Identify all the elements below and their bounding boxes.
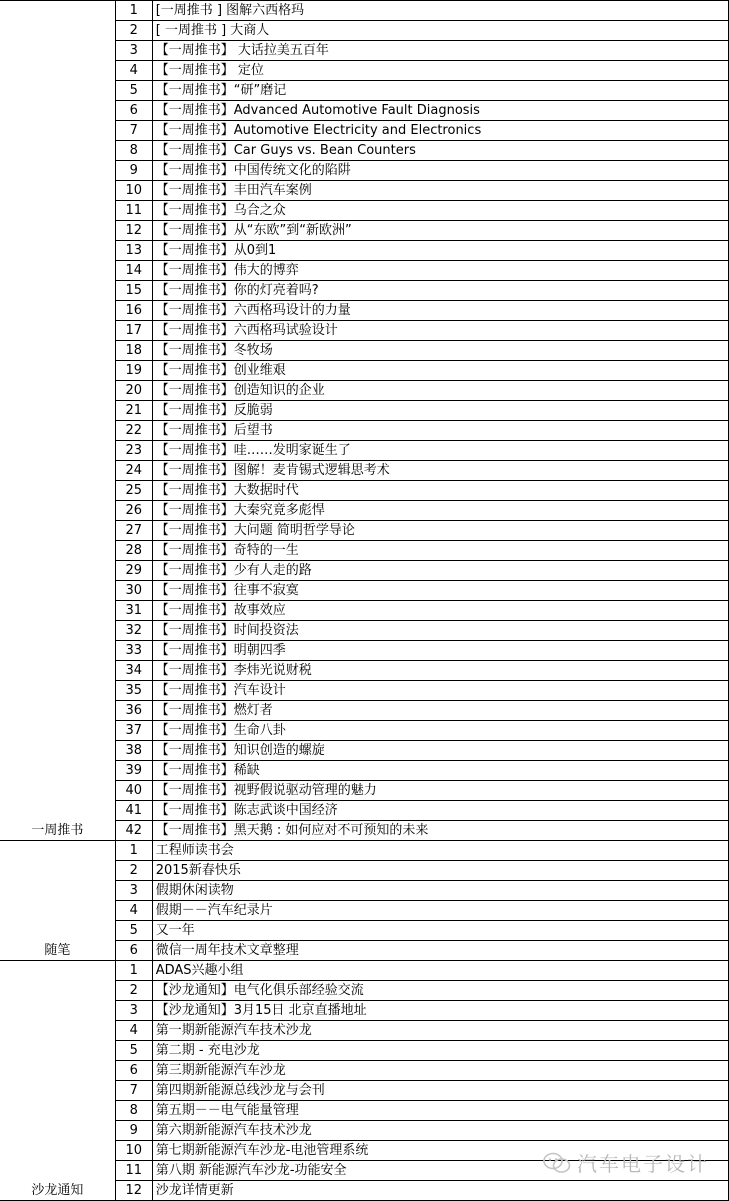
article-title: 【一周推书】大问题 简明哲学导论 (152, 521, 728, 541)
row-number: 27 (115, 521, 152, 541)
article-title: 【一周推书】Advanced Automotive Fault Diagnosis (152, 101, 728, 121)
category-cell: 沙龙通知 (0, 961, 115, 1201)
article-title: 第六期新能源汽车技术沙龙 (152, 1121, 728, 1141)
article-title: 【一周推书】乌合之众 (152, 201, 728, 221)
article-title: 第三期新能源汽车沙龙 (152, 1061, 728, 1081)
row-number: 5 (115, 81, 152, 101)
row-number: 28 (115, 541, 152, 561)
article-title: 【一周推书】Car Guys vs. Bean Counters (152, 141, 728, 161)
row-number: 4 (115, 901, 152, 921)
article-title: 【一周推书】 定位 (152, 61, 728, 81)
article-title: 【一周推书】图解！麦肯锡式逻辑思考术 (152, 461, 728, 481)
row-number: 1 (115, 841, 152, 861)
article-title: 【一周推书】伟大的博弈 (152, 261, 728, 281)
row-number: 42 (115, 821, 152, 841)
row-number: 2 (115, 981, 152, 1001)
row-number: 36 (115, 701, 152, 721)
article-title: 第四期新能源总线沙龙与会刊 (152, 1081, 728, 1101)
row-number: 4 (115, 1021, 152, 1041)
table-row (0, 841, 729, 861)
row-number: 26 (115, 501, 152, 521)
row-number: 25 (115, 481, 152, 501)
row-number: 5 (115, 1041, 152, 1061)
row-number: 22 (115, 421, 152, 441)
row-number: 11 (115, 201, 152, 221)
article-title: 【一周推书】丰田汽车案例 (152, 181, 728, 201)
row-number: 10 (115, 1141, 152, 1161)
article-title: 【一周推书】生命八卦 (152, 721, 728, 741)
article-title: 【一周推书】奇特的一生 (152, 541, 728, 561)
article-title: 【一周推书】创造知识的企业 (152, 381, 728, 401)
row-number: 15 (115, 281, 152, 301)
row-number: 39 (115, 761, 152, 781)
article-title: 【一周推书】冬牧场 (152, 341, 728, 361)
article-title: 【一周推书】李炜光说财税 (152, 661, 728, 681)
row-number: 2 (115, 21, 152, 41)
category-cell: 随笔 (0, 841, 115, 961)
row-number: 12 (115, 221, 152, 241)
row-number: 20 (115, 381, 152, 401)
row-number: 38 (115, 741, 152, 761)
row-number: 8 (115, 141, 152, 161)
row-number: 33 (115, 641, 152, 661)
watermark-text: 汽车电子设计 (577, 1152, 709, 1176)
row-number: 12 (115, 1181, 152, 1201)
row-number: 6 (115, 1061, 152, 1081)
row-number: 11 (115, 1161, 152, 1181)
row-number: 37 (115, 721, 152, 741)
article-title: 【一周推书】视野假说驱动管理的魅力 (152, 781, 728, 801)
row-number: 13 (115, 241, 152, 261)
row-number: 24 (115, 461, 152, 481)
article-title: 【一周推书】大秦究竟多彪悍 (152, 501, 728, 521)
row-number: 1 (115, 1, 152, 21)
row-number: 10 (115, 181, 152, 201)
row-number: 3 (115, 41, 152, 61)
row-number: 32 (115, 621, 152, 641)
row-number: 34 (115, 661, 152, 681)
row-number: 3 (115, 881, 152, 901)
row-number: 35 (115, 681, 152, 701)
article-title: 【一周推书】陈志武谈中国经济 (152, 801, 728, 821)
article-title: 假期－－汽车纪录片 (152, 901, 728, 921)
article-title: 又一年 (152, 921, 728, 941)
article-title: 第七期新能源汽车沙龙-电池管理系统 (152, 1141, 728, 1161)
row-number: 40 (115, 781, 152, 801)
row-number: 7 (115, 1081, 152, 1101)
article-title: 【一周推书】从0到1 (152, 241, 728, 261)
article-title: 【一周推书】你的灯亮着吗? (152, 281, 728, 301)
article-title: [ 一周推书 ] 大商人 (152, 21, 728, 41)
row-number: 29 (115, 561, 152, 581)
row-number: 30 (115, 581, 152, 601)
article-title: 【一周推书】中国传统文化的陷阱 (152, 161, 728, 181)
row-number: 9 (115, 161, 152, 181)
row-number: 18 (115, 341, 152, 361)
row-number: 21 (115, 401, 152, 421)
row-number: 1 (115, 961, 152, 981)
article-title: 假期休闲读物 (152, 881, 728, 901)
article-title: 【一周推书】稀缺 (152, 761, 728, 781)
article-title: 第五期－－电气能量管理 (152, 1101, 728, 1121)
article-title: 【沙龙通知】电气化俱乐部经验交流 (152, 981, 728, 1001)
article-title: 【一周推书】六西格玛试验设计 (152, 321, 728, 341)
article-title: ADAS兴趣小组 (152, 961, 728, 981)
article-title: 【一周推书】后望书 (152, 421, 728, 441)
article-title: 【一周推书】从“东欧”到“新欧洲” (152, 221, 728, 241)
article-title: 第二期 - 充电沙龙 (152, 1041, 728, 1061)
article-title: 【一周推书】往事不寂寞 (152, 581, 728, 601)
article-title: [一周推书 ] 图解六西格玛 (152, 1, 728, 21)
row-number: 17 (115, 321, 152, 341)
article-title: 微信一周年技术文章整理 (152, 941, 728, 961)
table-row (0, 1, 729, 21)
row-number: 2 (115, 861, 152, 881)
article-title: 【一周推书】哇……发明家诞生了 (152, 441, 728, 461)
article-title: 【一周推书】明朝四季 (152, 641, 728, 661)
article-title: 【沙龙通知】3月15日 北京直播地址 (152, 1001, 728, 1021)
row-number: 41 (115, 801, 152, 821)
row-number: 19 (115, 361, 152, 381)
article-title: 工程师读书会 (152, 841, 728, 861)
article-title: 第八期 新能源汽车沙龙-功能安全 (152, 1161, 728, 1181)
article-title: 【一周推书】黑天鹅 : 如何应对不可预知的未来 (152, 821, 728, 841)
article-title: 沙龙详情更新 (152, 1181, 728, 1201)
article-title: 【一周推书】燃灯者 (152, 701, 728, 721)
row-number: 6 (115, 101, 152, 121)
article-title: 【一周推书】知识创造的螺旋 (152, 741, 728, 761)
article-title: 【一周推书】故事效应 (152, 601, 728, 621)
article-title: 【一周推书】“研”磨记 (152, 81, 728, 101)
row-number: 5 (115, 921, 152, 941)
article-title: 【一周推书】汽车设计 (152, 681, 728, 701)
article-title: 【一周推书】大数据时代 (152, 481, 728, 501)
article-title: 【一周推书】少有人走的路 (152, 561, 728, 581)
row-number: 3 (115, 1001, 152, 1021)
row-number: 4 (115, 61, 152, 81)
row-number: 8 (115, 1101, 152, 1121)
row-number: 31 (115, 601, 152, 621)
table-row (0, 961, 729, 981)
row-number: 14 (115, 261, 152, 281)
article-title: 【一周推书】创业维艰 (152, 361, 728, 381)
article-title: 【一周推书】六西格玛设计的力量 (152, 301, 728, 321)
category-cell: 一周推书 (0, 1, 115, 841)
row-number: 23 (115, 441, 152, 461)
article-title: 第一期新能源汽车技术沙龙 (152, 1021, 728, 1041)
row-number: 9 (115, 1121, 152, 1141)
row-number: 16 (115, 301, 152, 321)
article-title: 2015新春快乐 (152, 861, 728, 881)
row-number: 6 (115, 941, 152, 961)
article-title: 【一周推书】时间投资法 (152, 621, 728, 641)
article-title: 【一周推书】 大话拉美五百年 (152, 41, 728, 61)
article-title: 【一周推书】Automotive Electricity and Electronics (152, 121, 728, 141)
article-title: 【一周推书】反脆弱 (152, 401, 728, 421)
row-number: 7 (115, 121, 152, 141)
